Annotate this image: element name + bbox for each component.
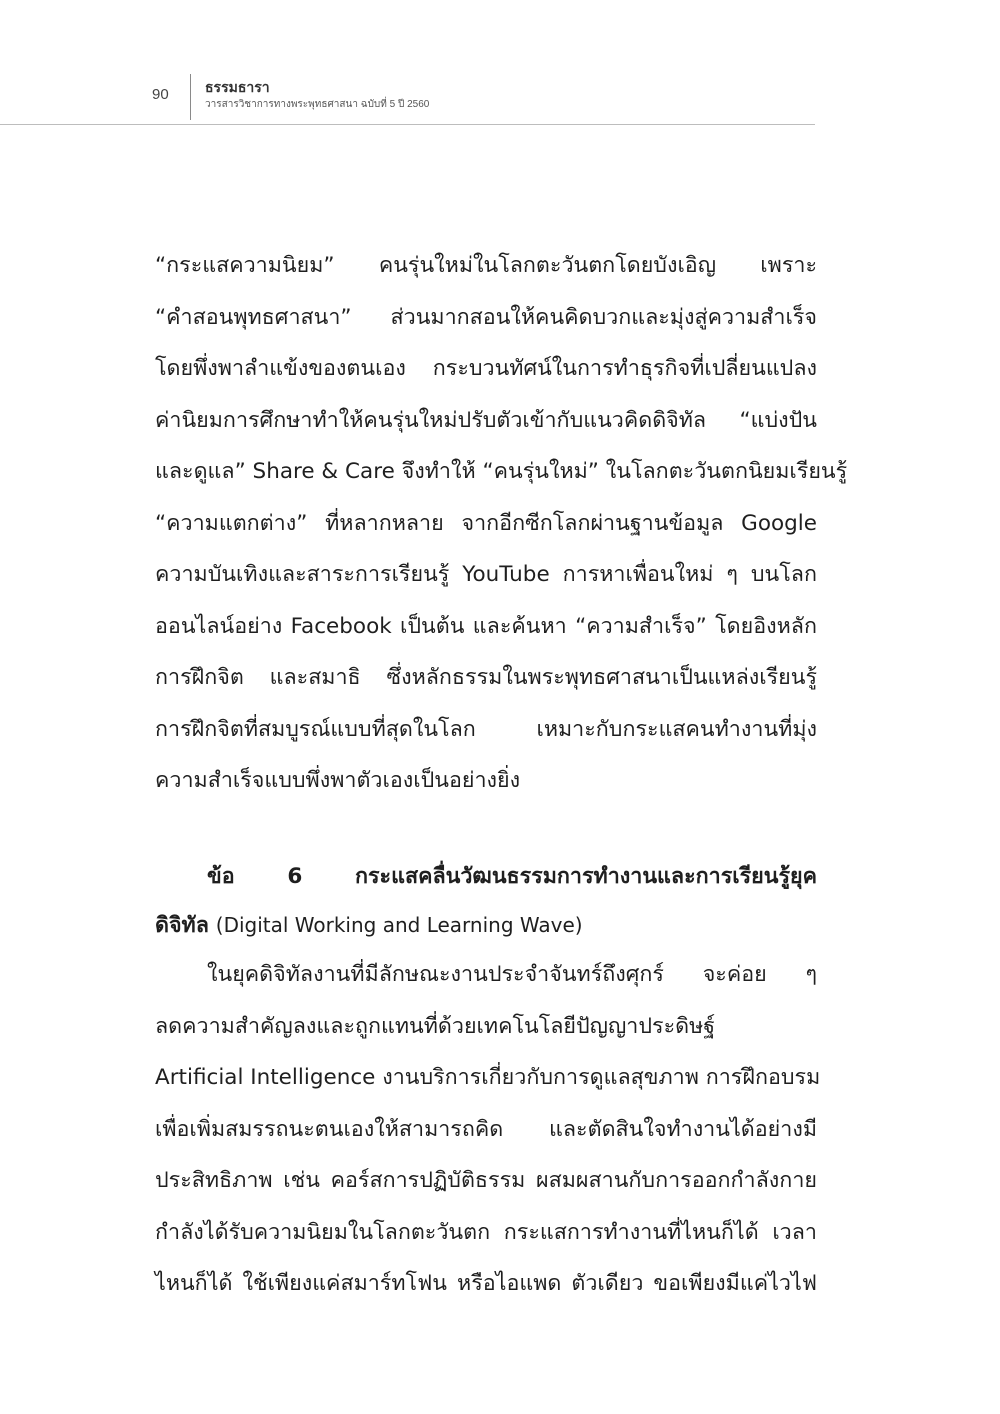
text-line: ไหนก็ได้ ใช้เพียงแค่สมาร์ทโฟน หรือไอแพด ตัวเดียว ขอเพียงมีแค่ไวไฟ [155, 1271, 817, 1296]
journal-subtitle: วารสารวิชาการทางพระพุทธศาสนา ฉบับที่ 5 ปี 2560 [205, 99, 430, 110]
text-line: ความสำเร็จแบบพึ่งพาตัวเองเป็นอย่างยิ่ง [155, 768, 521, 793]
header-divider [190, 74, 191, 120]
section-heading [155, 851, 817, 950]
text-line: ประสิทธิภาพ เช่น คอร์สการปฏิบัติธรรม ผสมผสานกับการออกกำลังกาย [155, 1168, 817, 1193]
text-line: ในยุคดิจิทัลงานที่มีลักษณะงานประจำจันทร์ถึงศุกร์ จะค่อย ๆ [207, 962, 817, 987]
section-heading-line-2 [155, 902, 817, 949]
paragraph-gap [155, 807, 817, 851]
text-line: การฝึกจิต และสมาธิ ซึ่งหลักธรรมในพระพุทธศาสนาเป็นแหล่งเรียนรู้ [155, 665, 817, 690]
header-rule [0, 124, 815, 125]
section-heading-thai: ดิจิทัล [155, 913, 209, 938]
text-line: “ความแตกต่าง” ที่หลากหลาย จากอีกซีกโลกผ่านฐานข้อมูล Google [155, 510, 817, 536]
body-text [155, 240, 848, 1310]
text-line: โดยพึ่งพาลำแข้งของตนเอง กระบวนทัศน์ในการทำธุรกิจที่เปลี่ยนแปลง [155, 356, 817, 381]
text-line: เพื่อเพิ่มสมรรถนะตนเองให้สามารถคิด และตัดสินใจทำงานได้อย่างมี [155, 1116, 817, 1142]
text-line: “กระแสความนิยม” คนรุ่นใหม่ในโลกตะวันตกโดยบังเอิญ เพราะ [155, 253, 817, 278]
text-line: การฝึกจิตที่สมบูรณ์แบบที่สุดในโลก เหมาะกับกระแสคนทำงานที่มุ่ง [155, 716, 817, 742]
section-heading-line-1: ข้อ 6 กระแสคลื่นวัฒนธรรมการทำงานและการเรียนรู้ยุค [207, 863, 817, 889]
paragraph-1 [155, 240, 848, 807]
text-line: ค่านิยมการศึกษาทำให้คนรุ่นใหม่ปรับตัวเข้ากับแนวคิดดิจิทัล “แบ่งปัน [155, 407, 817, 433]
text-line: กำลังได้รับความนิยมในโลกตะวันตก กระแสการทำงานที่ไหนก็ได้ เวลา [155, 1219, 817, 1245]
paragraph-2 [155, 949, 821, 1310]
section-heading-english: (Digital Working and Learning Wave) [215, 913, 583, 937]
journal-title: ธรรมธารา [205, 79, 270, 95]
page-number: 90 [152, 86, 169, 103]
text-line: “คำสอนพุทธศาสนา” ส่วนมากสอนให้คนคิดบวกและมุ่งสู่ความสำเร็จ [155, 304, 817, 330]
text-line: ออนไลน์อย่าง Facebook เป็นต้น และค้นหา “ความสำเร็จ” โดยอิงหลัก [155, 613, 817, 639]
text-line: ลดความสำคัญลงและถูกแทนที่ด้วยเทคโนโลยีปัญญาประดิษฐ์ [155, 1013, 716, 1039]
page-header [0, 0, 1000, 126]
text-line: และดูแล” Share & Care จึงทำให้ “คนรุ่นใหม่” ในโลกตะวันตกนิยมเรียนรู้ [155, 459, 848, 484]
text-line: Artificial Intelligence งานบริการเกี่ยวกับการดูแลสุขภาพ การฝึกอบรม [155, 1065, 821, 1090]
text-line: ความบันเทิงและสาระการเรียนรู้ YouTube การหาเพื่อนใหม่ ๆ บนโลก [155, 562, 817, 587]
